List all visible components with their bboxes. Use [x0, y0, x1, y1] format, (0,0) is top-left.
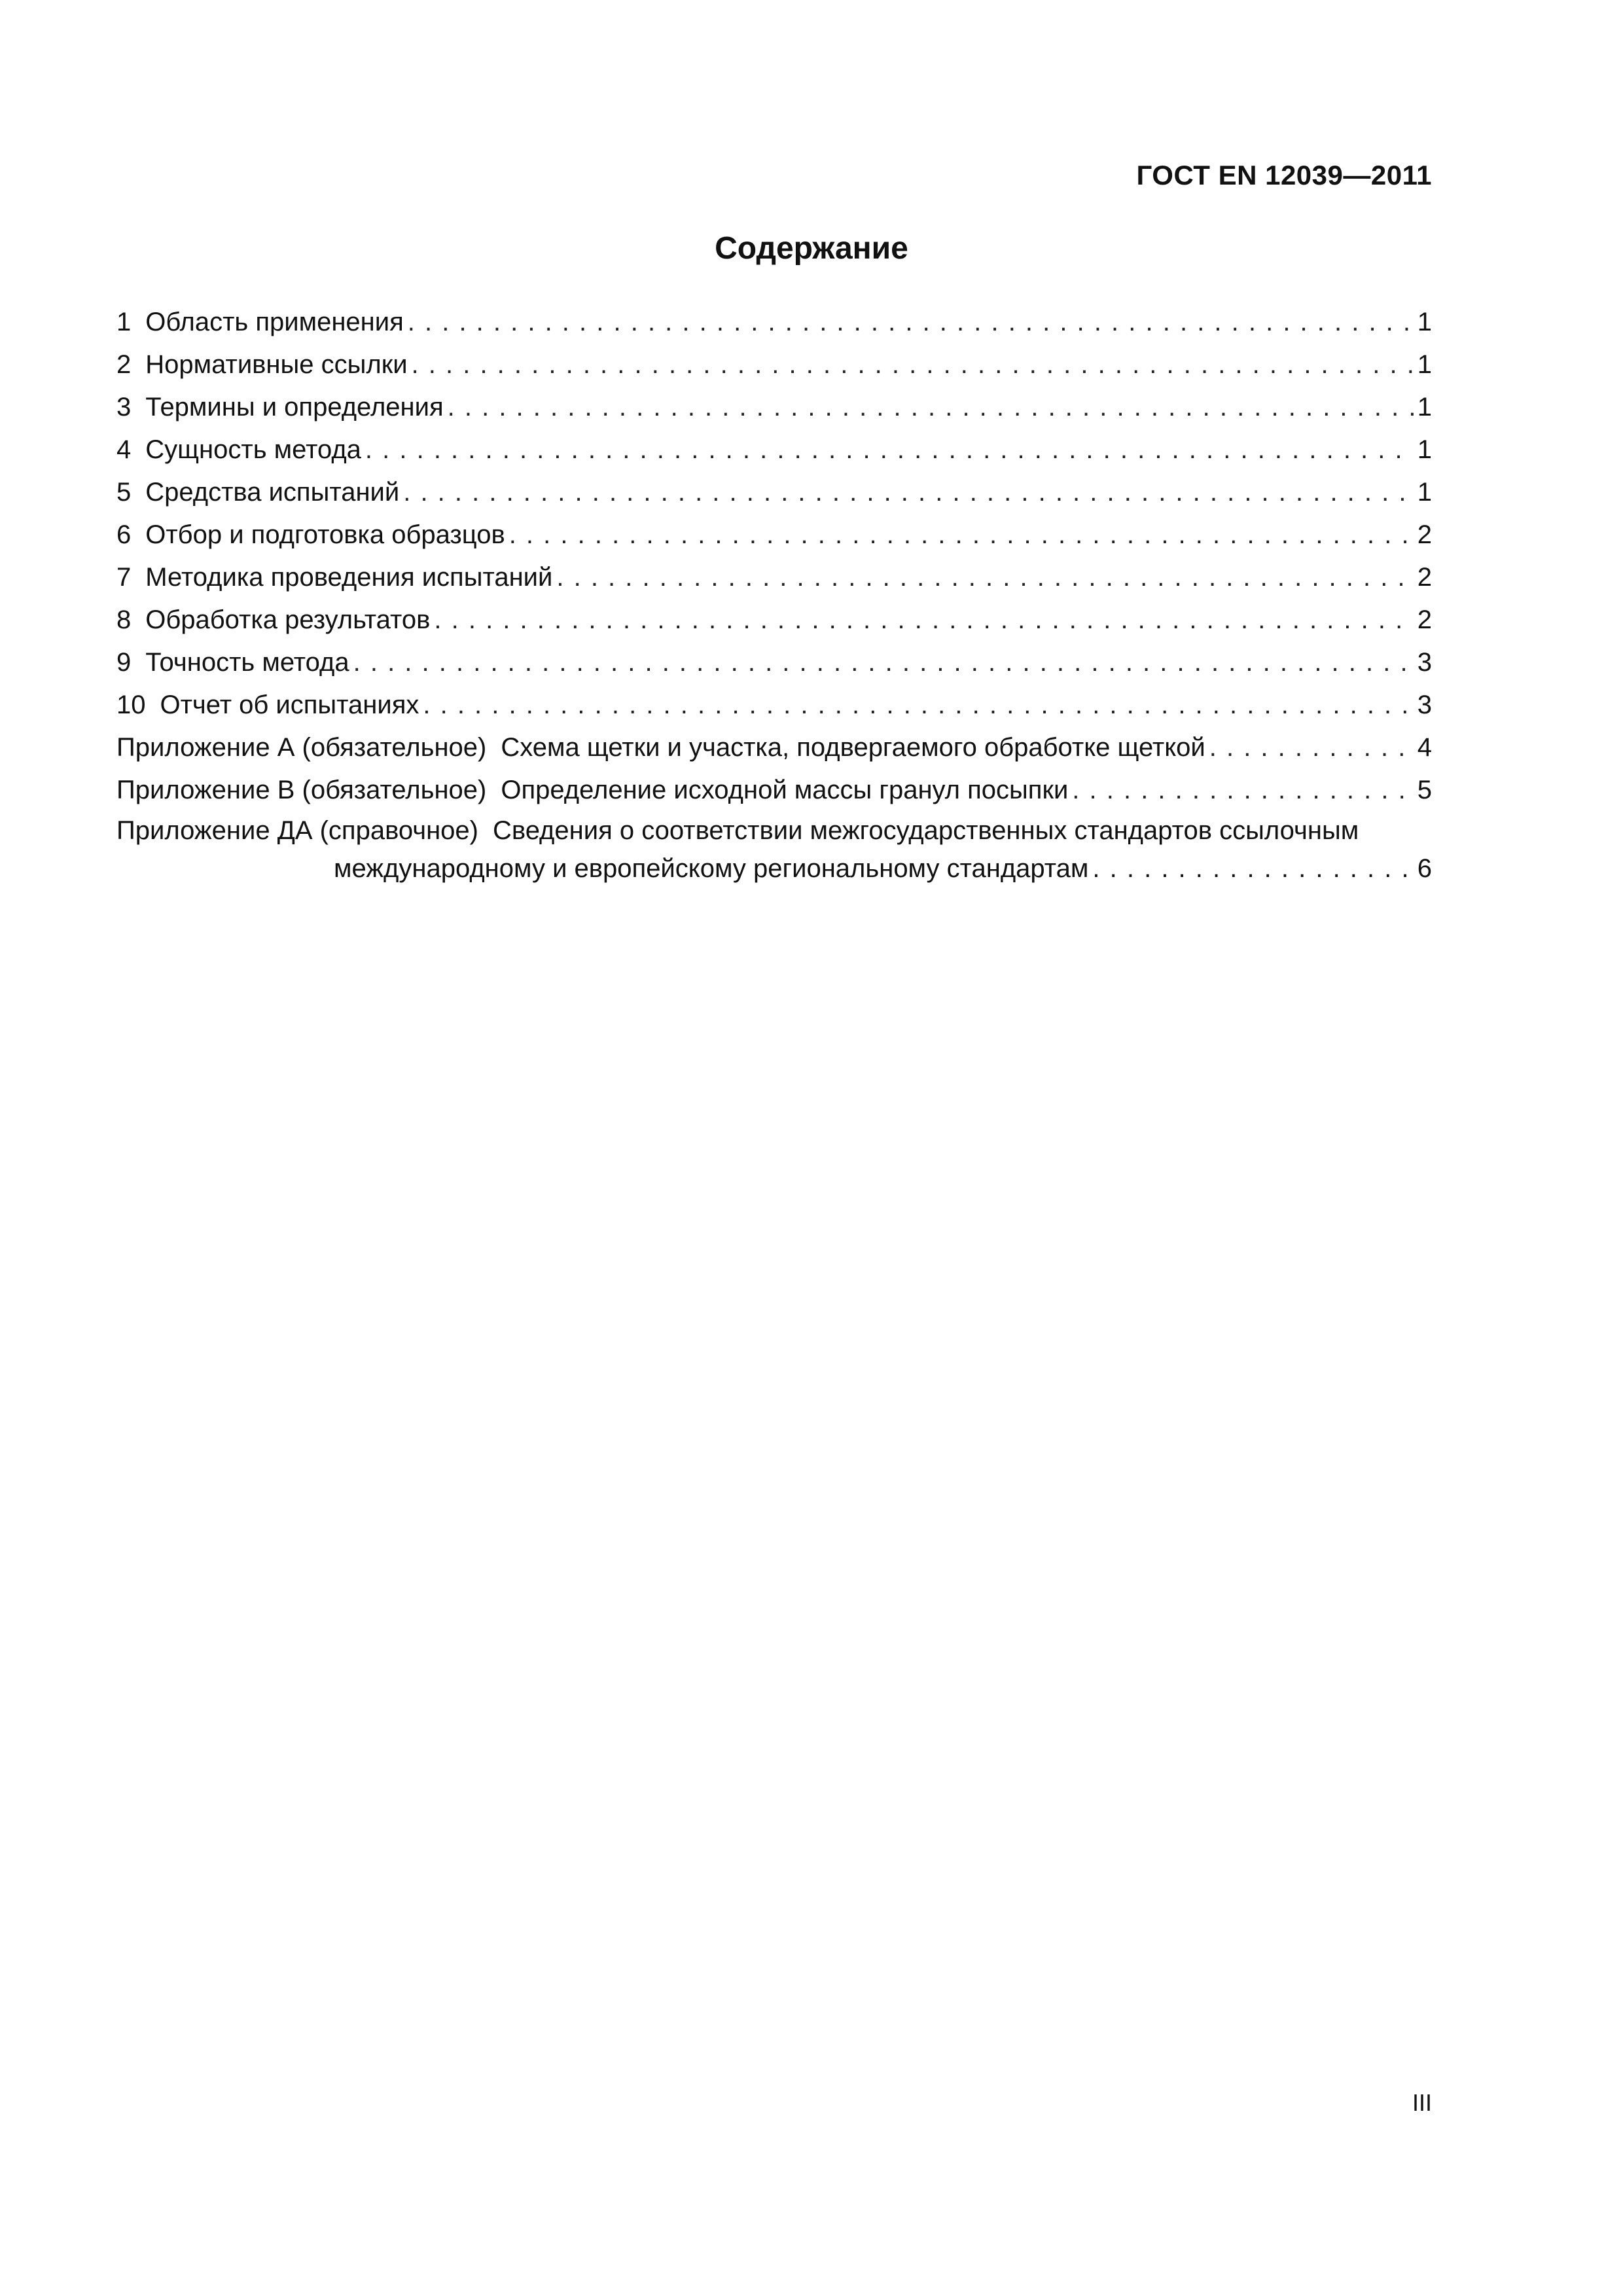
toc-annex-label: Схема щетки и участка, подвергаемого обработке щеткой	[501, 733, 1205, 762]
toc-entry-number: 5	[116, 478, 132, 507]
toc-annex-line-2	[116, 850, 1432, 888]
toc-entry-page: 1	[1417, 393, 1432, 422]
toc-entry-10[interactable]	[116, 684, 1432, 726]
toc-annex-a[interactable]	[116, 726, 1432, 769]
toc-entry-number: 1	[116, 308, 132, 336]
toc-entry-page: 1	[1417, 350, 1432, 379]
toc-entry-5[interactable]	[116, 471, 1432, 514]
toc-annex-label-line-2: международному и европейскому региональному стандартам	[334, 854, 1089, 883]
dot-leader	[412, 344, 1414, 386]
toc-entry-label: Область применения	[145, 308, 404, 336]
dot-leader	[556, 556, 1413, 599]
toc-entry-number: 8	[116, 605, 132, 634]
toc-entry-8[interactable]	[116, 599, 1432, 641]
toc-annex-prefix: Приложение В (обязательное)	[116, 776, 487, 804]
toc-entry-label: Точность метода	[145, 648, 349, 677]
toc-entry-label: Отбор и подготовка образцов	[145, 520, 505, 549]
toc-entry-6[interactable]	[116, 514, 1432, 556]
toc-entry-label: Методика проведения испытаний	[145, 563, 553, 592]
toc-entry-page: 2	[1417, 563, 1432, 592]
toc-entry-page: 1	[1417, 308, 1432, 336]
dot-leader	[1092, 850, 1413, 888]
dot-leader	[1209, 726, 1414, 769]
toc-entry-number: 2	[116, 350, 132, 379]
toc-entry-page: 2	[1417, 605, 1432, 634]
toc-annex-label: Определение исходной массы гранул посыпки	[501, 776, 1069, 804]
toc-annex-b[interactable]	[116, 769, 1432, 812]
toc-annex-page: 5	[1417, 776, 1432, 804]
toc-entry-1[interactable]	[116, 301, 1432, 344]
toc-entry-number: 3	[116, 393, 132, 422]
dot-leader	[403, 471, 1414, 514]
dot-leader	[448, 386, 1414, 429]
toc-entry-page: 1	[1417, 478, 1432, 507]
toc-entry-9[interactable]	[116, 641, 1432, 684]
toc-entry-label: Обработка результатов	[145, 605, 431, 634]
dot-leader	[408, 301, 1414, 344]
toc-entry-label: Сущность метода	[145, 435, 361, 464]
toc-entry-number: 9	[116, 648, 132, 677]
toc-entry-2[interactable]	[116, 344, 1432, 386]
toc-annex-da[interactable]	[116, 812, 1432, 888]
toc-entry-page: 3	[1417, 691, 1432, 719]
toc-entry-number: 7	[116, 563, 132, 592]
toc-entry-label: Термины и определения	[145, 393, 444, 422]
toc-annex-label-line-1: Сведения о соответствии межгосударственных стандартов ссылочным	[493, 816, 1359, 845]
toc-title: Содержание	[715, 231, 908, 266]
toc-annex-page: 4	[1417, 733, 1432, 762]
toc-entry-number: 10	[116, 691, 146, 719]
toc-entry-4[interactable]	[116, 429, 1432, 471]
toc-entry-number: 6	[116, 520, 132, 549]
toc-entry-page: 2	[1417, 520, 1432, 549]
toc-annex-prefix: Приложение А (обязательное)	[116, 733, 487, 762]
toc-entry-3[interactable]	[116, 386, 1432, 429]
dot-leader	[434, 599, 1413, 641]
toc-entry-label: Нормативные ссылки	[145, 350, 408, 379]
toc-entry-label: Отчет об испытаниях	[160, 691, 419, 719]
toc-entry-7[interactable]	[116, 556, 1432, 599]
table-of-contents	[116, 301, 1432, 888]
dot-leader	[1072, 769, 1413, 812]
toc-entry-page: 3	[1417, 648, 1432, 677]
dot-leader	[423, 684, 1413, 726]
toc-annex-line-1	[116, 812, 1432, 850]
toc-entry-page: 1	[1417, 435, 1432, 464]
toc-entry-label: Средства испытаний	[145, 478, 400, 507]
document-code: ГОСТ EN 12039—2011	[1136, 160, 1432, 190]
toc-annex-prefix: Приложение ДА (справочное)	[116, 816, 478, 845]
toc-annex-page: 6	[1417, 854, 1432, 883]
page-number: III	[1412, 2089, 1432, 2116]
dot-leader	[365, 429, 1414, 471]
dot-leader	[353, 641, 1414, 684]
toc-entry-number: 4	[116, 435, 132, 464]
dot-leader	[509, 514, 1414, 556]
